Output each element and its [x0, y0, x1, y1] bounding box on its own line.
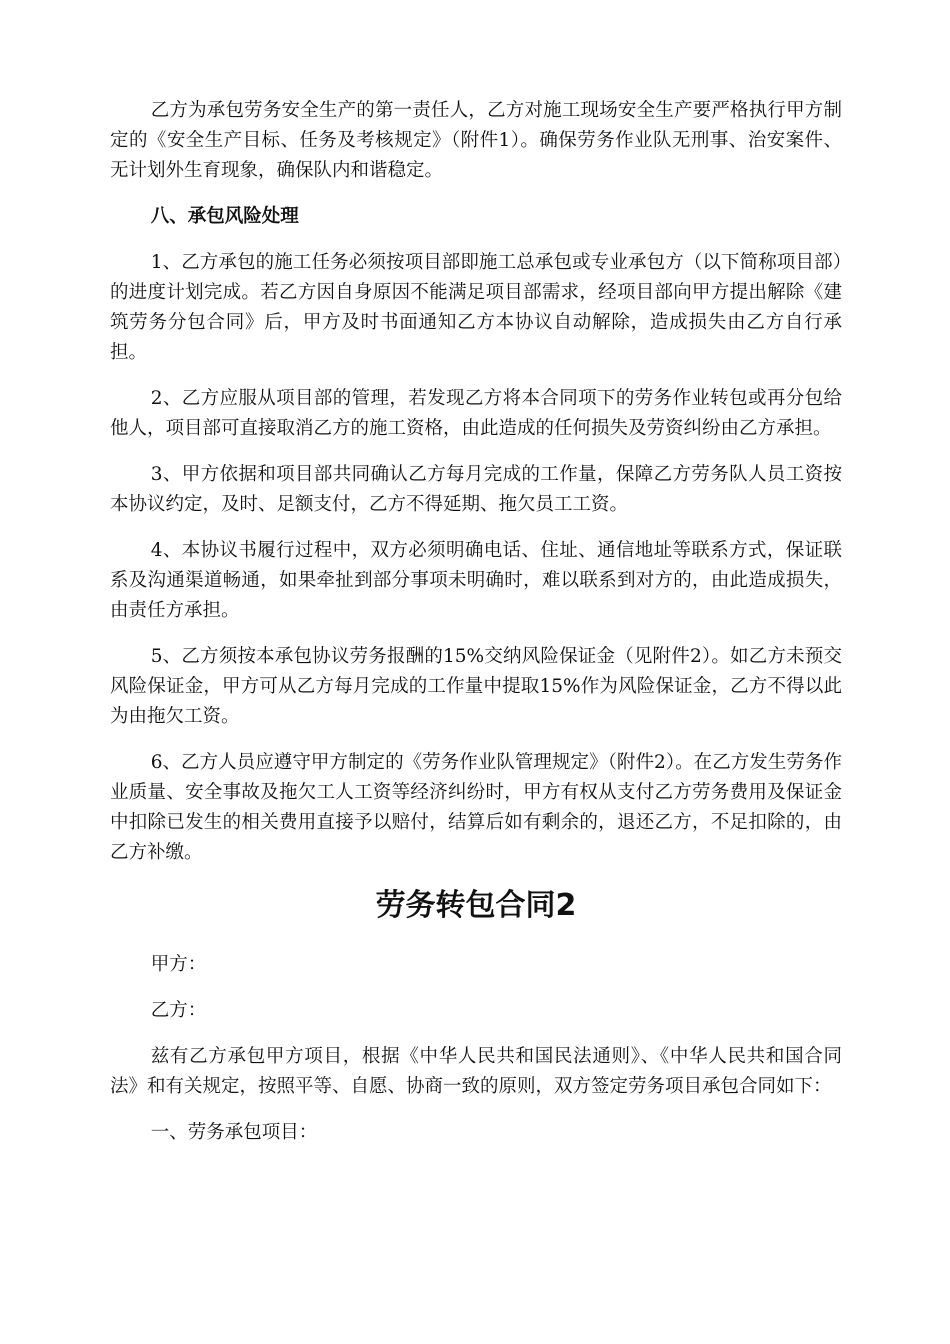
paragraph-party-a: 甲方：: [150, 954, 207, 975]
paragraph-risk-item-4: 4、本协议书履行过程中，双方必须明确电话、住址、通信地址等联系方式，保证联系及沟通渠道畅通，如果牵扯到部分事项未明确时，难以联系到对方的，由此造成损失，由责任方承担。: [110, 540, 842, 621]
paragraph-risk-item-2: 2、乙方应服从项目部的管理，若发现乙方将本合同项下的劳务作业转包或再分包给他人，项目部可直接取消乙方的施工资格，由此造成的任何损失及劳资纠纷由乙方承担。: [110, 388, 842, 439]
document-page: [110, 96, 842, 1164]
paragraph-party-b: 乙方：: [150, 1000, 207, 1021]
paragraph-risk-item-1: 1、乙方承包的施工任务必须按项目部即施工总承包或专业承包方（以下简称项目部）的进度计划完成。若乙方因自身原因不能满足项目部需求，经项目部向甲方提出解除《建筑劳务分包合同》后，甲方及时书面通知乙方本协议自动解除，造成损失由乙方自行承担。: [110, 252, 842, 363]
paragraph-preamble: 兹有乙方承包甲方项目，根据《中华人民共和国民法通则》、《中华人民共和国合同法》和有关规定，按照平等、自愿、协商一致的原则，双方签定劳务项目承包合同如下：: [110, 1046, 842, 1097]
paragraph-section-one: 一、劳务承包项目：: [150, 1122, 318, 1143]
section-heading-risk-handling: 八、承包风险处理: [150, 206, 299, 227]
paragraph-risk-item-5: 5、乙方须按本承包协议劳务报酬的15%交纳风险保证金（见附件2）。如乙方未预交风险保证金，甲方可从乙方每月完成的工作量中提取15%作为风险保证金，乙方不得以此为由拖欠工资。: [110, 646, 842, 727]
paragraph-safety-responsibility: 乙方为承包劳务安全生产的第一责任人，乙方对施工现场安全生产要严格执行甲方制定的《安全生产目标、任务及考核规定》（附件1）。确保劳务作业队无刑事、治安案件、无计划外生育现象，确保队内和谐稳定。: [110, 100, 842, 181]
paragraph-risk-item-6: 6、乙方人员应遵守甲方制定的《劳务作业队管理规定》（附件2）。在乙方发生劳务作业质量、安全事故及拖欠工人工资等经济纠纷时，甲方有权从支付乙方劳务费用及保证金中扣除已发生的相关费用直接予以赔付，结算后如有剩余的，退还乙方，不足扣除的，由乙方补缴。: [110, 752, 842, 863]
paragraph-risk-item-3: 3、甲方依据和项目部共同确认乙方每月完成的工作量，保障乙方劳务队人员工资按本协议约定，及时、足额支付，乙方不得延期、拖欠员工工资。: [110, 464, 842, 515]
document-title: 劳务转包合同2: [375, 888, 577, 923]
